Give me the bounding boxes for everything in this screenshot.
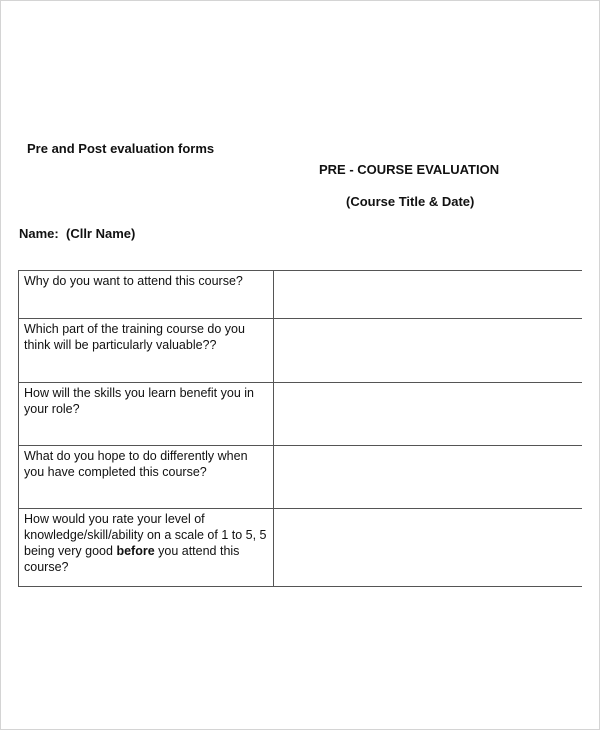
table-row bbox=[19, 271, 583, 319]
table-row bbox=[19, 319, 583, 383]
document-title: Pre and Post evaluation forms bbox=[27, 141, 215, 156]
evaluation-table bbox=[18, 270, 582, 587]
question-cell: Why do you want to attend this course? bbox=[19, 271, 274, 319]
answer-cell[interactable] bbox=[274, 446, 583, 509]
form-title: PRE - COURSE EVALUATION bbox=[319, 162, 500, 177]
course-title-placeholder: (Course Title & Date) bbox=[346, 194, 475, 209]
table-row bbox=[19, 509, 583, 587]
table-row bbox=[19, 383, 583, 446]
question-cell: What do you hope to do differently when you have completed this course? bbox=[19, 446, 274, 509]
answer-cell[interactable] bbox=[274, 319, 583, 383]
answer-cell[interactable] bbox=[274, 383, 583, 446]
name-label: Name: bbox=[19, 226, 59, 241]
table-row bbox=[19, 446, 583, 509]
answer-cell[interactable] bbox=[274, 271, 583, 319]
answer-cell[interactable] bbox=[274, 509, 583, 587]
name-value: (Cllr Name) bbox=[65, 226, 136, 241]
name-line bbox=[19, 226, 135, 241]
question-cell: How will the skills you learn benefit you in your role? bbox=[19, 383, 274, 446]
question-cell: Which part of the training course do you think will be particularly valuable?? bbox=[19, 319, 274, 383]
emphasis-before: before bbox=[116, 544, 155, 558]
question-cell: How would you rate your level of knowledge/skill/ability on a scale of 1 to 5, 5 being very good before you attend this course? bbox=[19, 509, 274, 587]
